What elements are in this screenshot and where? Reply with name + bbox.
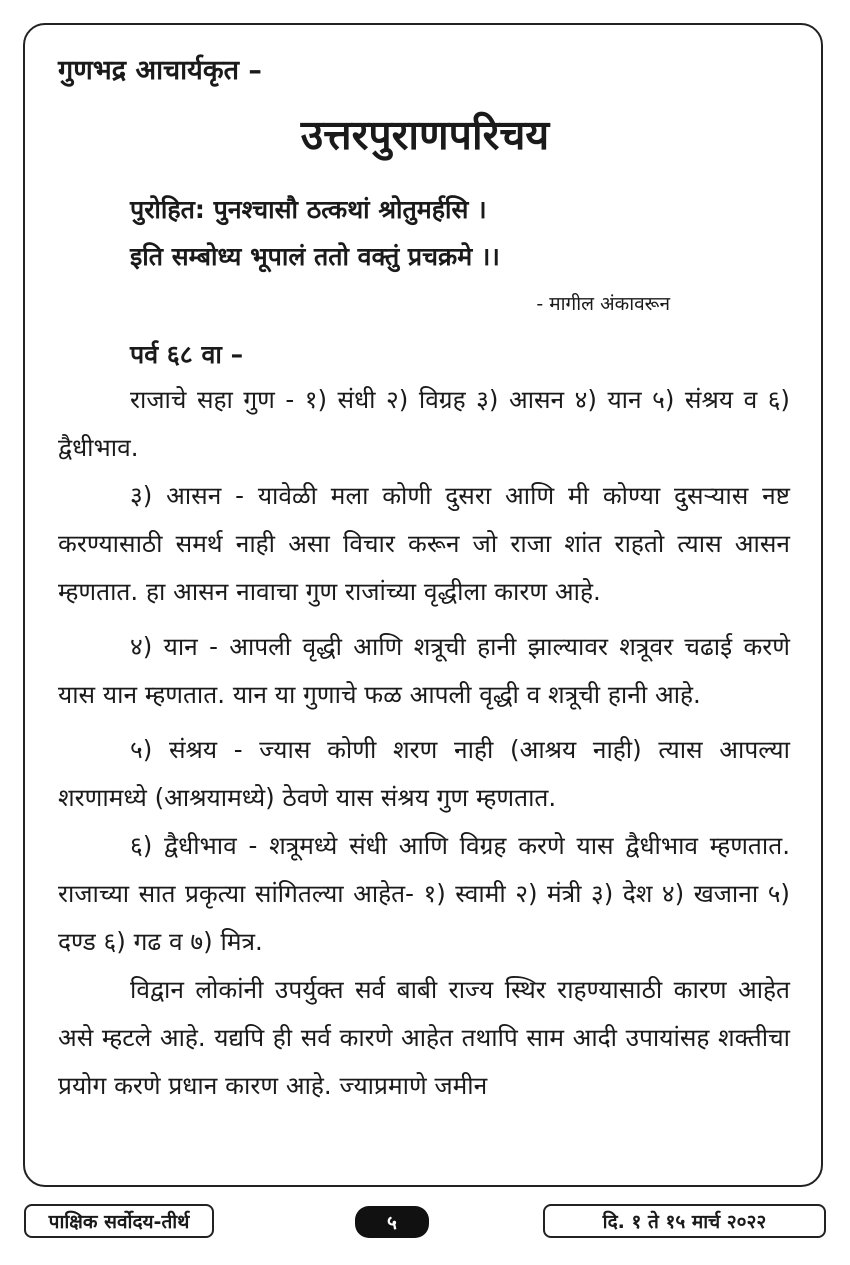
verse-line-2: इति सम्बोध्य भूपालं ततो वक्तुं प्रचक्रमे ।। <box>130 242 500 271</box>
publication-name: पाक्षिक सर्वोदय-तीर्थ <box>24 1204 214 1238</box>
page-title: उत्तरपुराणपरिचय <box>300 111 550 159</box>
continuation-note: - मागील अंकावरून <box>536 293 670 315</box>
verse-line-1: पुरोहित: पुनश्चासौ ठत्कथां श्रोतुमर्हसि । <box>130 195 487 224</box>
paragraph-yaan: ४) यान - आपली वृद्धी आणि शत्रूची हानी झाल्यावर शत्रूवर चढाई करणे यास यान म्हणतात. यान या गुणाचे फळ आपली वृद्धी व शत्रूची हानी आहे. <box>58 632 790 709</box>
paragraph-vidvan: विद्वान लोकांनी उपर्युक्त सर्व बाबी राज्य स्थिर राहण्यासाठी कारण आहेत असे म्हटले आहे. यद्यपि ही सर्व कारणे आहेत तथापि साम आदी उपायांसह शक्तीचा प्रयोग करणे प्रधान कारण आहे. ज्याप्रमाणे जमीन <box>58 975 790 1100</box>
paragraph-six-qualities: राजाचे सहा गुण - १) संधी २) विग्रह ३) आसन ४) यान ५) संश्रय व ६) द्वैधीभाव. <box>58 385 790 462</box>
paragraph-sanshray: ५) संश्रय - ज्यास कोणी शरण नाही (आश्रय नाही) त्यास आपल्या शरणामध्ये (आश्रयामध्ये) ठेवणे यास संश्रय गुण म्हणतात. <box>58 735 790 812</box>
issue-date: दि. १ ते १५ मार्च २०२२ <box>543 1204 826 1238</box>
paragraph-dvaidhibhav: ६) द्वैधीभाव - शत्रूमध्ये संधी आणि विग्रह करणे यास द्वैधीभाव म्हणतात. राजाच्या सात प्रकृत्या सांगितल्या आहेत- १) स्वामी २) मंत्री ३) देश ४) खजाना ५) दण्ड ६) गढ व ७) मित्र. <box>58 831 790 956</box>
page-number-badge: ५ <box>355 1206 429 1238</box>
author-kicker: गुणभद्र आचार्यकृत – <box>58 55 262 86</box>
article-body <box>58 376 790 1110</box>
section-heading: पर्व ६८ वा – <box>130 340 244 369</box>
paragraph-asan: ३) आसन - यावेळी मला कोणी दुसरा आणि मी कोण्या दुसऱ्यास नष्ट करण्यासाठी समर्थ नाही असा विचार करून जो राजा शांत राहतो त्यास आसन म्हणतात. हा आसन नावाचा गुण राजांच्या वृद्धीला कारण आहे. <box>58 481 790 606</box>
